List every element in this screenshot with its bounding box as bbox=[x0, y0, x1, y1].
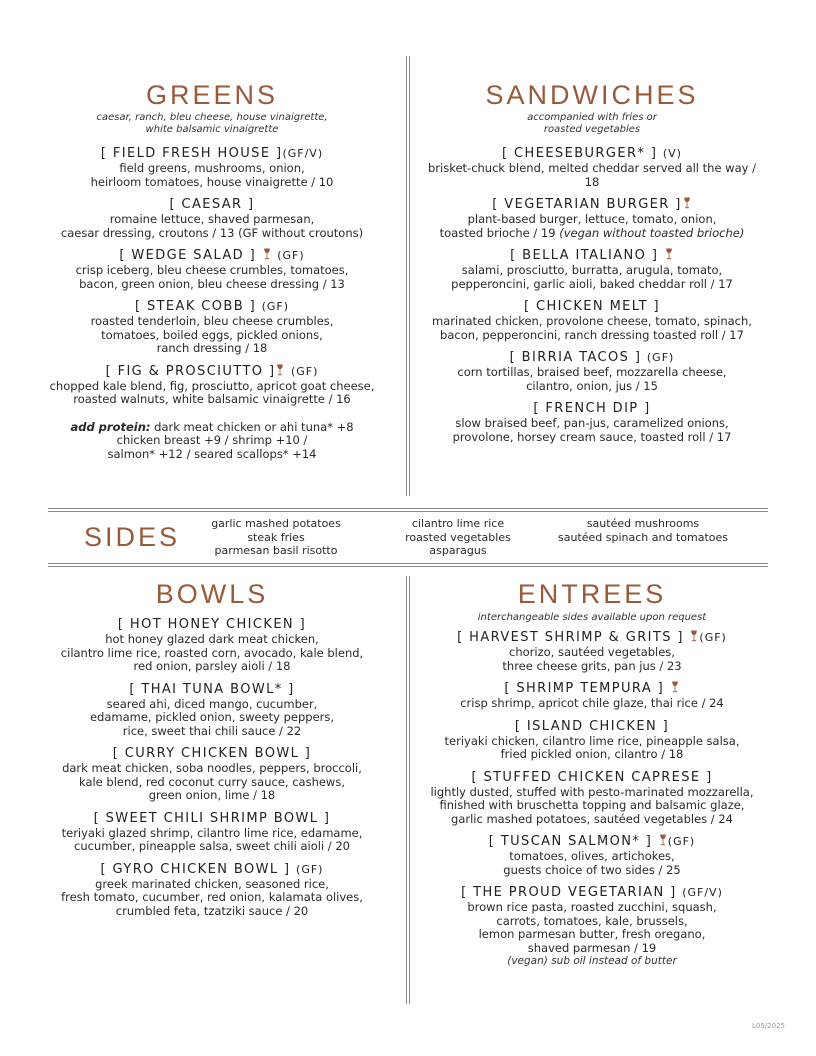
item-name: [ HARVEST SHRIMP & GRITS ] bbox=[457, 630, 684, 645]
item-desc: corn tortillas, braised beef, mozzarella cheese, bbox=[457, 365, 727, 379]
item-desc: carrots, tomatoes, kale, brussels, bbox=[496, 913, 688, 928]
top-vertical-divider-2 bbox=[409, 56, 410, 496]
sides-top-rule bbox=[48, 508, 768, 509]
bowls-title: BOWLS bbox=[155, 579, 269, 609]
item-name: [ ISLAND CHICKEN ] bbox=[514, 718, 670, 734]
item-desc: lightly dusted, stuffed with pesto-marinated mozzarella, bbox=[430, 784, 754, 799]
item-desc: green onion, lime / 18 bbox=[148, 788, 276, 802]
item-desc: rice, sweet thai chili sauce / 22 bbox=[122, 723, 302, 738]
menu-item bbox=[424, 401, 760, 444]
side-item: sautéed mushrooms bbox=[586, 517, 700, 530]
item-desc: greek marinated chicken, seasoned rice, bbox=[95, 876, 329, 891]
add-protein bbox=[42, 421, 382, 462]
add-protein-label: add protein: bbox=[70, 419, 151, 434]
menu-item bbox=[42, 197, 382, 240]
sides-top-rule-2 bbox=[48, 511, 768, 512]
item-desc: ranch dressing / 18 bbox=[156, 341, 268, 355]
wine-glass-icon bbox=[665, 248, 673, 260]
item-name: [ GYRO CHICKEN BOWL ] bbox=[100, 861, 291, 877]
menu-item bbox=[56, 682, 368, 739]
menu-item bbox=[56, 617, 368, 674]
item-tag: (V) bbox=[662, 147, 682, 160]
greens-subtitle bbox=[42, 112, 382, 136]
item-desc: cilantro lime rice, roasted corn, avocado, kale blend, bbox=[60, 645, 364, 660]
wine-glass-icon bbox=[659, 834, 667, 846]
item-desc: heirloom tomatoes, house vinaigrette / 10 bbox=[90, 174, 334, 189]
item-desc: hot honey glazed dark meat chicken, bbox=[105, 632, 319, 646]
wine-glass-icon bbox=[263, 248, 271, 260]
sandwiches-subtitle-line-2: roasted vegetables bbox=[543, 124, 641, 135]
menu-item bbox=[42, 146, 382, 189]
item-desc: teriyaki glazed shrimp, cilantro lime rice, edamame, bbox=[61, 825, 363, 840]
item-desc: brisket-chuck blend, melted cheddar served all the way / 18 bbox=[428, 161, 756, 189]
item-desc: roasted walnuts, white balsamic vinaigrette / 16 bbox=[73, 392, 351, 406]
menu-item bbox=[424, 146, 760, 189]
item-name: [ SWEET CHILI SHRIMP BOWL ] bbox=[93, 810, 331, 826]
item-name: [ FIELD FRESH HOUSE ] bbox=[100, 146, 283, 161]
item-desc: caesar dressing, croutons / 13 (GF without croutons) bbox=[60, 225, 364, 240]
item-name: [ FRENCH DIP ] bbox=[533, 401, 651, 416]
item-name: [ TUSCAN SALMON* ] bbox=[488, 834, 653, 849]
top-vertical-divider bbox=[406, 56, 407, 496]
item-tag: (GF) bbox=[290, 364, 319, 378]
entrees-section bbox=[424, 579, 760, 968]
side-item: garlic mashed potatoes bbox=[211, 517, 341, 530]
entrees-title: ENTREES bbox=[517, 579, 667, 609]
item-desc: crisp iceberg, bleu cheese crumbles, tomatoes, bbox=[75, 263, 349, 277]
item-desc: salami, prosciutto, burratta, arugula, tomato, bbox=[461, 263, 723, 277]
side-item: sautéed spinach and tomatoes bbox=[557, 530, 728, 544]
side-item: asparagus bbox=[429, 544, 487, 557]
item-name: [ CAESAR ] bbox=[169, 197, 255, 212]
sandwiches-subtitle-line-1: accompanied with fries or bbox=[527, 112, 657, 123]
menu-item bbox=[424, 197, 760, 240]
item-desc: chorizo, sautéed vegetables, bbox=[509, 645, 675, 659]
item-name: [ THE PROUD VEGETARIAN ] bbox=[461, 885, 677, 900]
wine-glass-icon bbox=[671, 681, 679, 693]
item-name: [ VEGETARIAN BURGER ] bbox=[492, 197, 682, 212]
menu-item bbox=[56, 862, 368, 919]
entrees-subtitle: interchangeable sides available upon request bbox=[477, 612, 707, 623]
side-item: roasted vegetables bbox=[405, 530, 511, 544]
sides-column-1 bbox=[196, 517, 356, 558]
item-name: [ CURRY CHICKEN BOWL ] bbox=[112, 746, 312, 761]
item-desc: lemon parmesan butter, fresh oregano, bbox=[478, 927, 706, 941]
side-item: steak fries bbox=[247, 530, 305, 544]
item-desc: guests choice of two sides / 25 bbox=[503, 862, 681, 877]
item-desc: field greens, mushrooms, onion, bbox=[119, 161, 305, 175]
sides-title: SIDES bbox=[84, 522, 181, 552]
greens-subtitle-line-2: white balsamic vinaigrette bbox=[145, 124, 279, 135]
footer-code: L05/2025 bbox=[752, 1022, 785, 1030]
sides-column-2 bbox=[378, 517, 538, 558]
wine-glass-icon bbox=[683, 197, 691, 209]
item-name: [ STEAK COBB ] bbox=[134, 299, 257, 314]
item-desc: tomatoes, olives, artichokes, bbox=[509, 849, 675, 863]
item-desc: cucumber, pineapple salsa, sweet chili aioli / 20 bbox=[74, 839, 350, 853]
menu-item bbox=[56, 811, 368, 854]
menu-item bbox=[424, 770, 760, 827]
add-protein-line-1: dark meat chicken or ahi tuna* +8 bbox=[150, 419, 354, 434]
bowls-section bbox=[56, 579, 368, 918]
sides-bottom-rule bbox=[48, 563, 768, 564]
menu-item bbox=[56, 746, 368, 803]
menu-item bbox=[424, 834, 760, 877]
item-name: [ STUFFED CHICKEN CAPRESE ] bbox=[471, 769, 713, 785]
item-name: [ BELLA ITALIANO ] bbox=[510, 248, 659, 263]
item-tag: (GF) bbox=[699, 631, 727, 644]
item-tag: (GF) bbox=[296, 862, 324, 876]
menu-item bbox=[42, 299, 382, 356]
item-desc: three cheese grits, pan jus / 23 bbox=[502, 658, 682, 673]
wine-glass-icon bbox=[276, 364, 284, 376]
add-protein-line-2: chicken breast +9 / shrimp +10 / bbox=[116, 433, 308, 447]
menu-item bbox=[424, 885, 760, 968]
add-protein-line-3: salmon* +12 / seared scallops* +14 bbox=[107, 446, 317, 461]
sandwiches-subtitle bbox=[424, 112, 760, 136]
item-name: [ HOT HONEY CHICKEN ] bbox=[117, 617, 307, 632]
sandwiches-title: SANDWICHES bbox=[485, 80, 699, 110]
item-desc: fresh tomato, cucumber, red onion, kalamata olives, bbox=[61, 890, 363, 904]
item-desc: brown rice pasta, roasted zucchini, squash, bbox=[467, 900, 717, 914]
item-tag: (GF) bbox=[261, 300, 290, 313]
item-tag: (GF) bbox=[667, 835, 696, 848]
item-desc: bacon, green onion, bleu cheese dressing / 13 bbox=[79, 276, 345, 291]
menu-item bbox=[424, 248, 760, 291]
menu-item bbox=[424, 350, 760, 393]
item-desc: seared ahi, diced mango, cucumber, bbox=[106, 696, 318, 711]
bottom-vertical-divider-2 bbox=[409, 576, 410, 1004]
item-desc: dark meat chicken, soba noodles, peppers, broccoli, bbox=[62, 761, 362, 775]
side-item: cilantro lime rice bbox=[411, 517, 505, 530]
item-desc: roasted tenderloin, bleu cheese crumbles, bbox=[90, 314, 334, 328]
item-desc: finished with bruschetta topping and balsamic glaze, bbox=[439, 798, 745, 812]
item-desc: slow braised beef, pan-jus, caramelized onions, bbox=[455, 416, 729, 430]
item-desc: tomatoes, boiled eggs, pickled onions, bbox=[101, 327, 323, 342]
item-desc: pepperoncini, garlic aioli, baked cheddar roll / 17 bbox=[451, 276, 733, 291]
menu-item bbox=[424, 630, 760, 673]
bottom-vertical-divider bbox=[406, 576, 407, 1004]
item-desc-note: (vegan) sub oil instead of butter bbox=[507, 955, 677, 967]
wine-glass-icon bbox=[690, 630, 698, 642]
item-desc: toasted brioche / 19 bbox=[439, 225, 560, 240]
sides-column-3 bbox=[548, 517, 738, 544]
item-desc: edamame, pickled onion, sweety peppers, bbox=[89, 710, 335, 724]
item-tag: (GF/V) bbox=[682, 886, 723, 899]
item-tag: (GF/V) bbox=[282, 147, 324, 160]
item-tag: (GF) bbox=[277, 249, 305, 262]
item-desc: plant-based burger, lettuce, tomato, onion, bbox=[467, 212, 717, 226]
item-name: [ WEDGE SALAD ] bbox=[119, 248, 257, 263]
item-tag: (GF) bbox=[646, 351, 675, 364]
item-desc: provolone, horsey cream sauce, toasted roll / 17 bbox=[452, 429, 732, 444]
item-desc: crisp shrimp, apricot chile glaze, thai rice / 24 bbox=[460, 696, 724, 710]
item-desc: shaved parmesan / 19 bbox=[527, 940, 657, 955]
item-desc: marinated chicken, provolone cheese, tomato, spinach, bbox=[432, 314, 752, 328]
side-item: parmesan basil risotto bbox=[214, 544, 338, 557]
menu-item bbox=[42, 364, 382, 407]
item-desc: garlic mashed potatoes, sautéed vegetables / 24 bbox=[451, 811, 733, 826]
item-name: [ CHICKEN MELT ] bbox=[524, 299, 660, 314]
menu-item bbox=[424, 719, 760, 762]
item-desc: fried pickled onion, cilantro / 18 bbox=[500, 747, 684, 761]
sandwiches-section bbox=[424, 80, 760, 444]
item-desc-note: (vegan without toasted brioche) bbox=[559, 225, 745, 240]
greens-section bbox=[42, 80, 382, 461]
item-name: [ CHEESEBURGER* ] bbox=[502, 146, 658, 161]
greens-subtitle-line-1: caesar, ranch, bleu cheese, house vinaigrette, bbox=[96, 112, 328, 123]
menu-item bbox=[42, 248, 382, 291]
greens-title: GREENS bbox=[145, 80, 279, 110]
item-desc: crumbled feta, tzatziki sauce / 20 bbox=[115, 903, 309, 918]
item-desc: cilantro, onion, jus / 15 bbox=[526, 378, 658, 393]
item-desc: kale blend, red coconut curry sauce, cashews, bbox=[78, 774, 345, 789]
item-desc: bacon, pepperoncini, ranch dressing toasted roll / 17 bbox=[440, 327, 744, 342]
item-name: [ THAI TUNA BOWL* ] bbox=[129, 681, 295, 697]
sides-bottom-rule-2 bbox=[48, 566, 768, 567]
item-desc: chopped kale blend, fig, prosciutto, apricot goat cheese, bbox=[49, 378, 375, 393]
item-desc: teriyaki chicken, cilantro lime rice, pineapple salsa, bbox=[444, 733, 740, 748]
item-name: [ BIRRIA TACOS ] bbox=[509, 350, 642, 365]
menu-item bbox=[424, 299, 760, 342]
item-desc: red onion, parsley aioli / 18 bbox=[133, 659, 291, 673]
item-desc: romaine lettuce, shaved parmesan, bbox=[109, 212, 315, 226]
item-name: [ FIG & PROSCIUTTO ] bbox=[105, 363, 276, 379]
item-name: [ SHRIMP TEMPURA ] bbox=[504, 681, 665, 696]
menu-item bbox=[424, 681, 760, 711]
